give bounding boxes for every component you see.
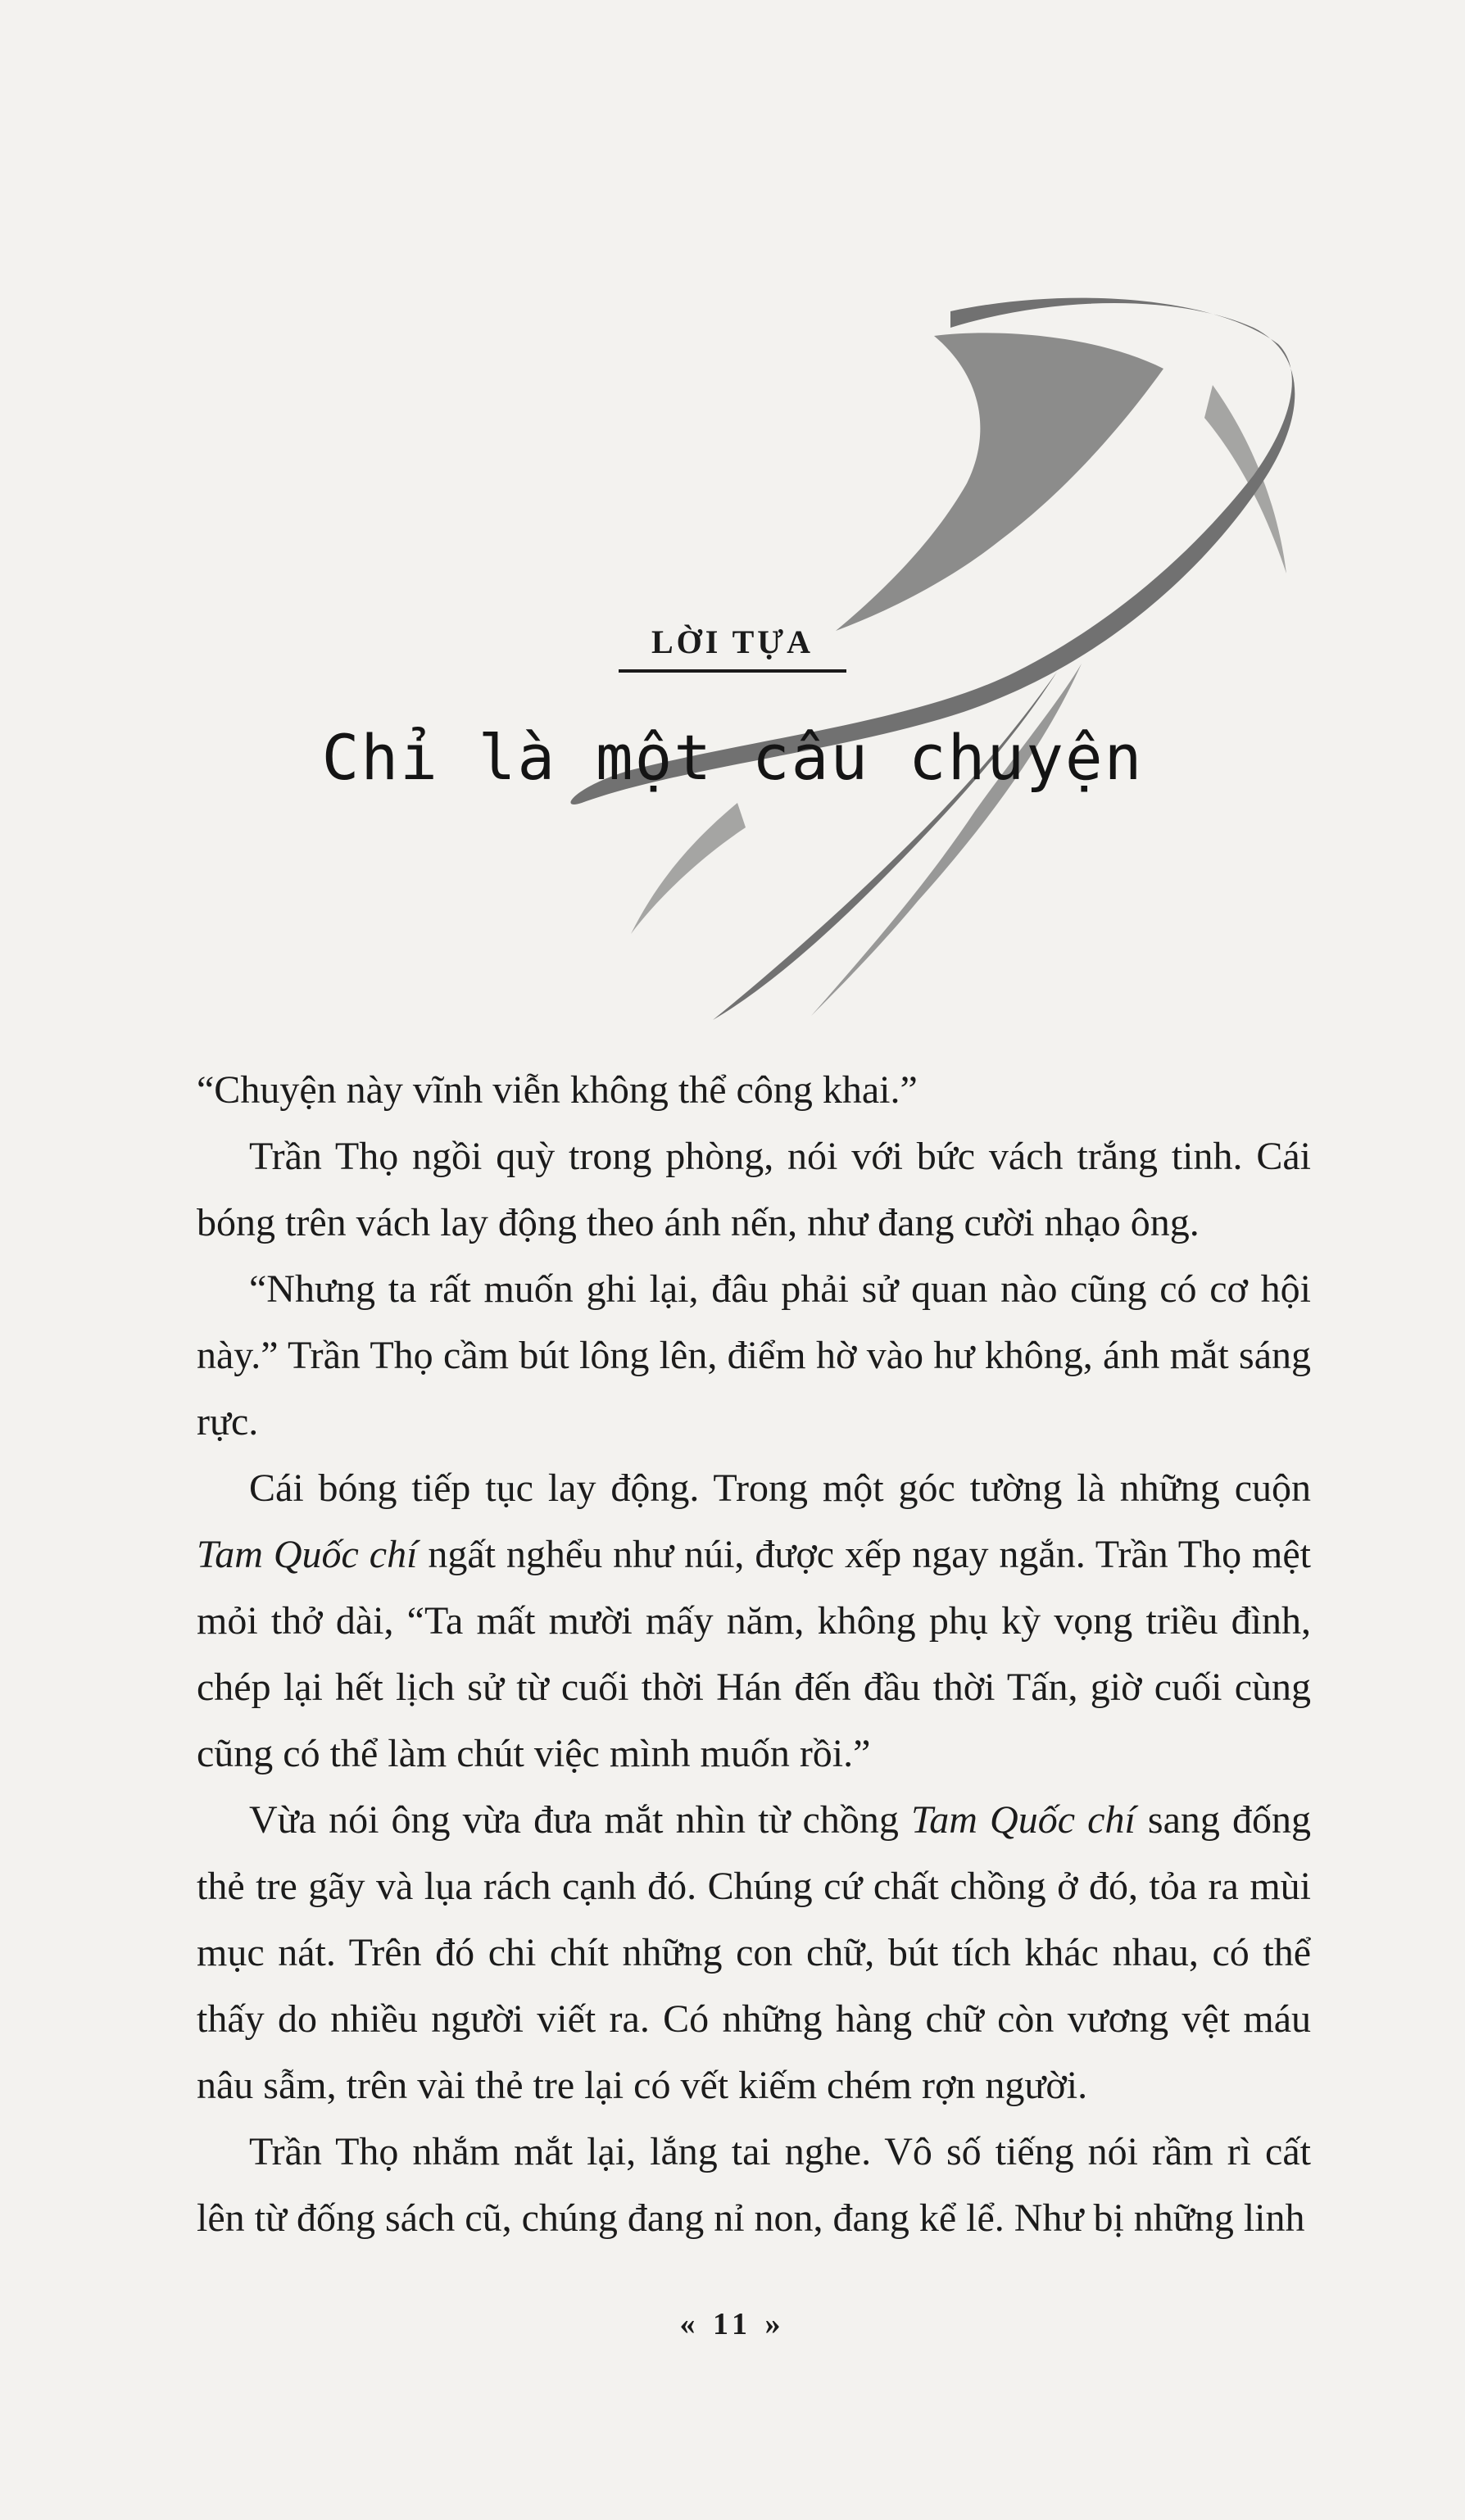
chapter-title: Chỉ là một câu chuyện bbox=[321, 721, 1144, 794]
paragraph-5 bbox=[197, 1787, 1311, 2119]
paragraph-2: Trần Thọ ngồi quỳ trong phòng, nói với bức vách trắng tinh. Cái bóng trên vách lay động theo ánh nến, như đang cười nhạo ông. bbox=[197, 1135, 1311, 1244]
paragraph-6: Trần Thọ nhắm mắt lại, lắng tai nghe. Vô số tiếng nói rầm rì cất lên từ đống sách cũ, chúng đang nỉ non, đang kể lể. Như bị những linh bbox=[197, 2130, 1311, 2240]
paragraph-4-end: ngất nghểu như núi, được xếp ngay ngắn. Trần Thọ mệt mỏi thở dài, “Ta mất mười mấy năm, không phụ kỳ vọng triều đình, chép lại hết lịch sử từ cuối thời Hán đến đầu thời Tấn, giờ cuối cùng cũng có thể làm chút việc mình muốn rồi.” bbox=[197, 1533, 1312, 1775]
paragraph-5-end: sang đống thẻ tre gãy và lụa rách cạnh đó. Chúng cứ chất chồng ở đó, tỏa ra mùi mục nát. Trên đó chi chít những con chữ, bút tích khác nhau, có thể thấy do nhiều người viết ra. Có những hàng chữ còn vương vệt máu nâu sẫm, trên vài thẻ tre lại có vết kiếm chém rợn người. bbox=[197, 1798, 1311, 2107]
paragraph-5-start: Vừa nói ông vừa đưa mắt nhìn từ chồng bbox=[249, 1798, 911, 1842]
section-label: LỜI TỰA bbox=[619, 623, 846, 673]
body-text bbox=[197, 1057, 1311, 2251]
paragraph-4-start: Cái bóng tiếp tục lay động. Trong một góc tường là những cuộn bbox=[249, 1466, 1311, 1510]
paragraph-1: “Chuyện này vĩnh viễn không thể công khai.” bbox=[197, 1068, 918, 1112]
book-title-italic: Tam Quốc chí bbox=[910, 1798, 1136, 1842]
page-number: « 11 » bbox=[679, 2307, 786, 2341]
book-title-italic: Tam Quốc chí bbox=[197, 1533, 418, 1576]
paragraph-4 bbox=[197, 1455, 1311, 1787]
section-label-block bbox=[0, 623, 1465, 673]
paragraph-3: “Nhưng ta rất muốn ghi lại, đâu phải sử quan nào cũng có cơ hội này.” Trần Thọ cầm bút lông lên, điểm hờ vào hư không, ánh mắt sáng rực. bbox=[197, 1267, 1311, 1444]
